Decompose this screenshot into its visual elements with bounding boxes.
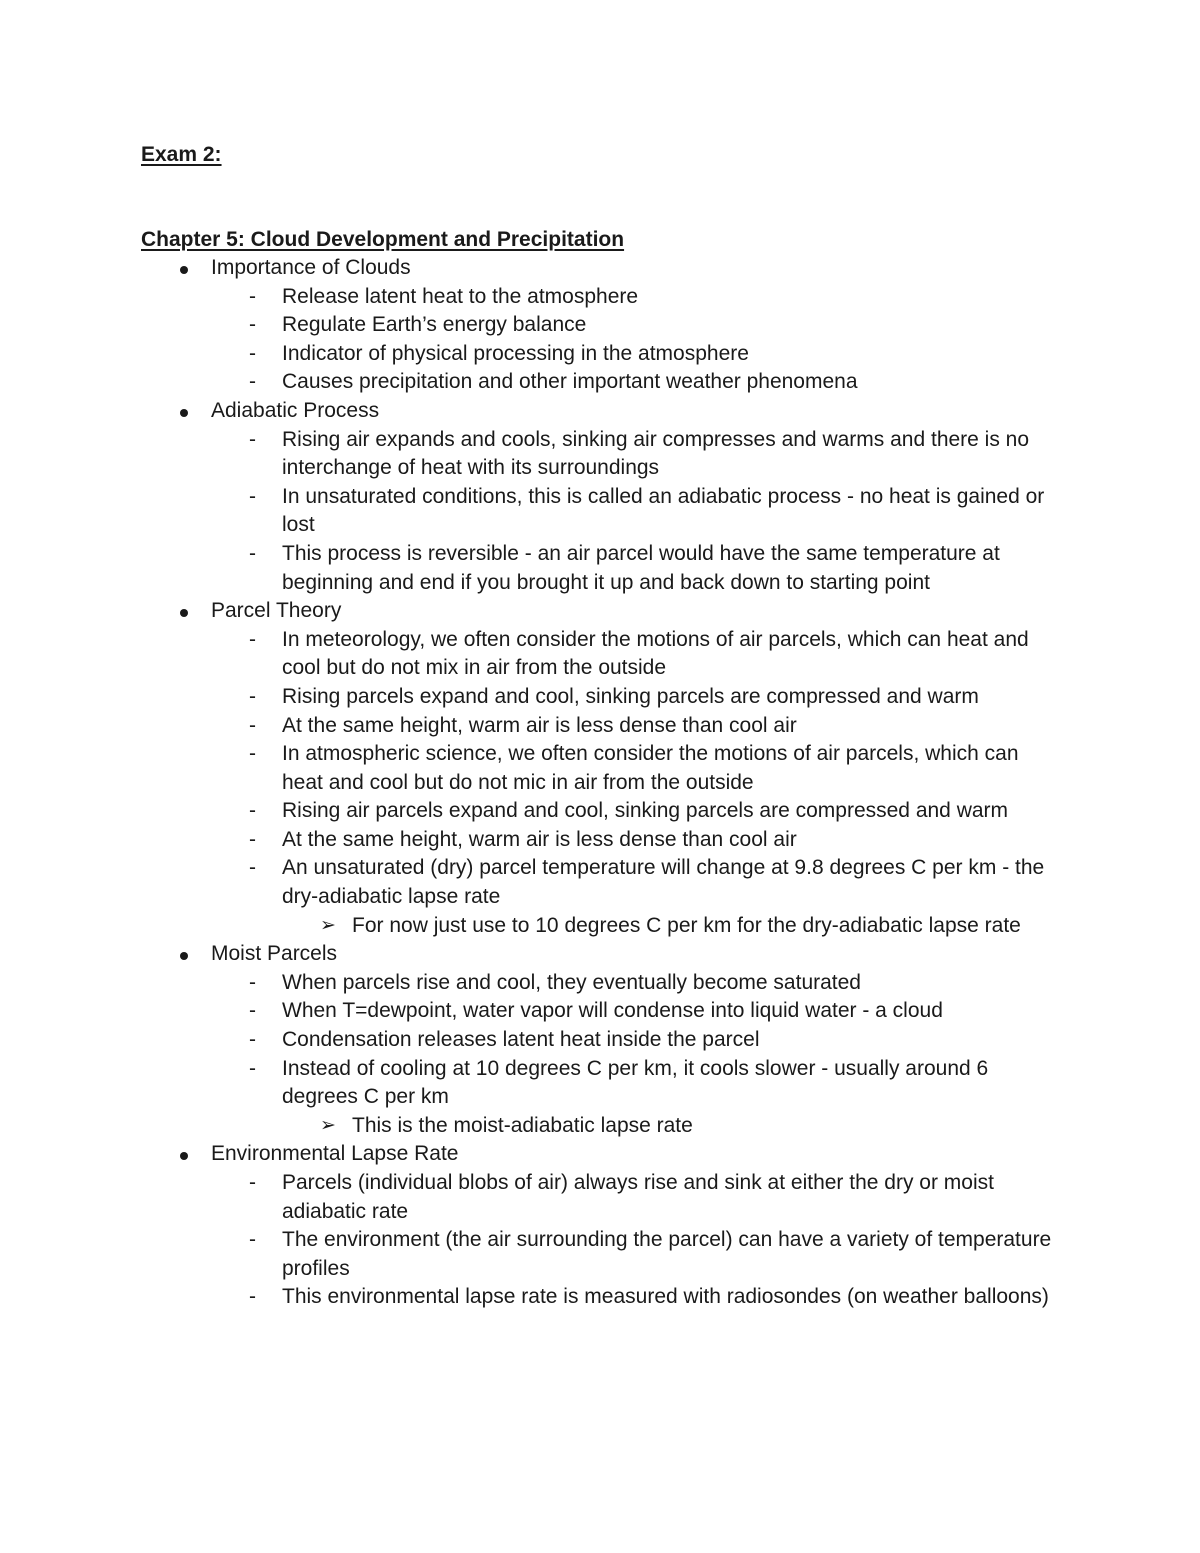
sub-point-text: Parcels (individual blobs of air) always rise and sink at either the dry or moist adiabatic rate [282, 1171, 994, 1223]
sub-point [141, 1169, 1061, 1226]
sub-point [141, 626, 1061, 683]
sub-point-text: Rising air expands and cools, sinking air compresses and warms and there is no interchange of heat with its surroundings [282, 427, 1030, 480]
sub-point-text: This environmental lapse rate is measured with radiosondes (on weather balloons) [282, 1285, 1049, 1309]
dash-marker: - [249, 799, 256, 823]
sub-point-text: In unsaturated conditions, this is called an adiabatic process - no heat is gained or lost [282, 484, 1045, 537]
dash-marker: - [249, 970, 256, 994]
sub-point-text: The environment (the air surrounding the parcel) can have a variety of temperature profiles [282, 1228, 1052, 1280]
topic-item [141, 397, 1061, 426]
sub-point [141, 540, 1061, 597]
dash-marker: - [249, 284, 256, 308]
dash-marker: - [249, 484, 256, 508]
sub-sub-point-text: For now just use to 10 degrees C per km for the dry-adiabatic lapse rate [352, 913, 1021, 937]
sub-point [141, 340, 1061, 369]
sub-point [141, 1055, 1061, 1112]
dash-marker: - [249, 541, 256, 565]
sub-point [141, 712, 1061, 741]
bullet-icon [180, 952, 188, 960]
sub-point [141, 740, 1061, 797]
sub-point [141, 426, 1061, 483]
dash-marker: - [249, 856, 256, 880]
sub-point [141, 483, 1061, 540]
sub-point-text: When parcels rise and cool, they eventually become saturated [282, 970, 861, 994]
bullet-icon [180, 266, 188, 274]
topic-label: Moist Parcels [211, 942, 338, 966]
sub-point [141, 368, 1061, 397]
dash-marker: - [249, 627, 256, 651]
sub-point-text: At the same height, warm air is less dense than cool air [282, 827, 797, 851]
topic-label: Parcel Theory [211, 599, 342, 623]
dash-marker: - [249, 1028, 256, 1052]
bullet-icon [180, 1152, 188, 1160]
sub-point [141, 826, 1061, 855]
sub-point-text: When T=dewpoint, water vapor will condense into liquid water - a cloud [282, 999, 943, 1023]
sub-point-text: At the same height, warm air is less dense than cool air [282, 713, 797, 737]
dash-marker: - [249, 1056, 256, 1080]
sub-point [141, 1226, 1061, 1283]
sub-sub-point [141, 912, 1061, 941]
sub-point [141, 1283, 1061, 1312]
sub-point [141, 1026, 1061, 1055]
arrow-bullet-icon: ➢ [320, 914, 336, 936]
topic-label: Environmental Lapse Rate [211, 1142, 459, 1166]
sub-sub-point-text: This is the moist-adiabatic lapse rate [352, 1113, 693, 1137]
sub-point-text: Rising parcels expand and cool, sinking parcels are compressed and warm [282, 684, 979, 708]
dash-marker: - [249, 427, 256, 451]
sub-point [141, 683, 1061, 712]
sub-sub-point [141, 1112, 1061, 1141]
bullet-icon [180, 609, 188, 617]
dash-marker: - [249, 1285, 256, 1309]
topic-label: Importance of Clouds [211, 256, 411, 279]
sub-point-text: Condensation releases latent heat inside the parcel [282, 1028, 760, 1052]
sub-point-text: This process is reversible - an air parcel would have the same temperature at beginning and end if you brought it up and back down to starting point [282, 541, 1000, 594]
dash-marker: - [249, 999, 256, 1023]
topic-item [141, 254, 1061, 283]
dash-marker: - [249, 827, 256, 851]
sub-point-text: Regulate Earth’s energy balance [282, 313, 587, 337]
topic-item [141, 597, 1061, 626]
dash-marker: - [249, 713, 256, 737]
dash-marker: - [249, 341, 256, 365]
dash-marker: - [249, 370, 256, 394]
sub-point-text: Causes precipitation and other important weather phenomena [282, 370, 858, 394]
dash-marker: - [249, 684, 256, 708]
topic-item [141, 1140, 1061, 1169]
bullet-icon [180, 409, 188, 417]
sub-point [141, 854, 1061, 911]
sub-point [141, 797, 1061, 826]
dash-marker: - [249, 1171, 256, 1194]
sub-point [141, 969, 1061, 998]
arrow-bullet-icon: ➢ [320, 1114, 336, 1136]
sub-point-text: In atmospheric science, we often consider the motions of air parcels, which can heat and cool but do not mic in air from the outside [282, 742, 1019, 794]
sub-point-text: Indicator of physical processing in the atmosphere [282, 341, 749, 365]
sub-point [141, 311, 1061, 340]
chapter-heading: Chapter 5: Cloud Development and Precipitation [141, 228, 625, 251]
sub-point [141, 283, 1061, 312]
dash-marker: - [249, 742, 256, 766]
sub-point-text: Rising air parcels expand and cool, sinking parcels are compressed and warm [282, 799, 1009, 823]
notes-outline [141, 254, 1061, 1312]
page-title: Exam 2: [141, 143, 222, 166]
sub-point [141, 997, 1061, 1026]
sub-point-text: In meteorology, we often consider the motions of air parcels, which can heat and cool but do not mix in air from the outside [282, 627, 1029, 680]
sub-point-text: Instead of cooling at 10 degrees C per km, it cools slower - usually around 6 degrees C per km [282, 1056, 989, 1109]
dash-marker: - [249, 313, 256, 337]
topic-label: Adiabatic Process [211, 398, 380, 422]
topic-item [141, 940, 1061, 969]
sub-point-text: An unsaturated (dry) parcel temperature will change at 9.8 degrees C per km - the dry-adiabatic lapse rate [282, 856, 1045, 909]
dash-marker: - [249, 1228, 256, 1252]
sub-point-text: Release latent heat to the atmosphere [282, 284, 639, 308]
